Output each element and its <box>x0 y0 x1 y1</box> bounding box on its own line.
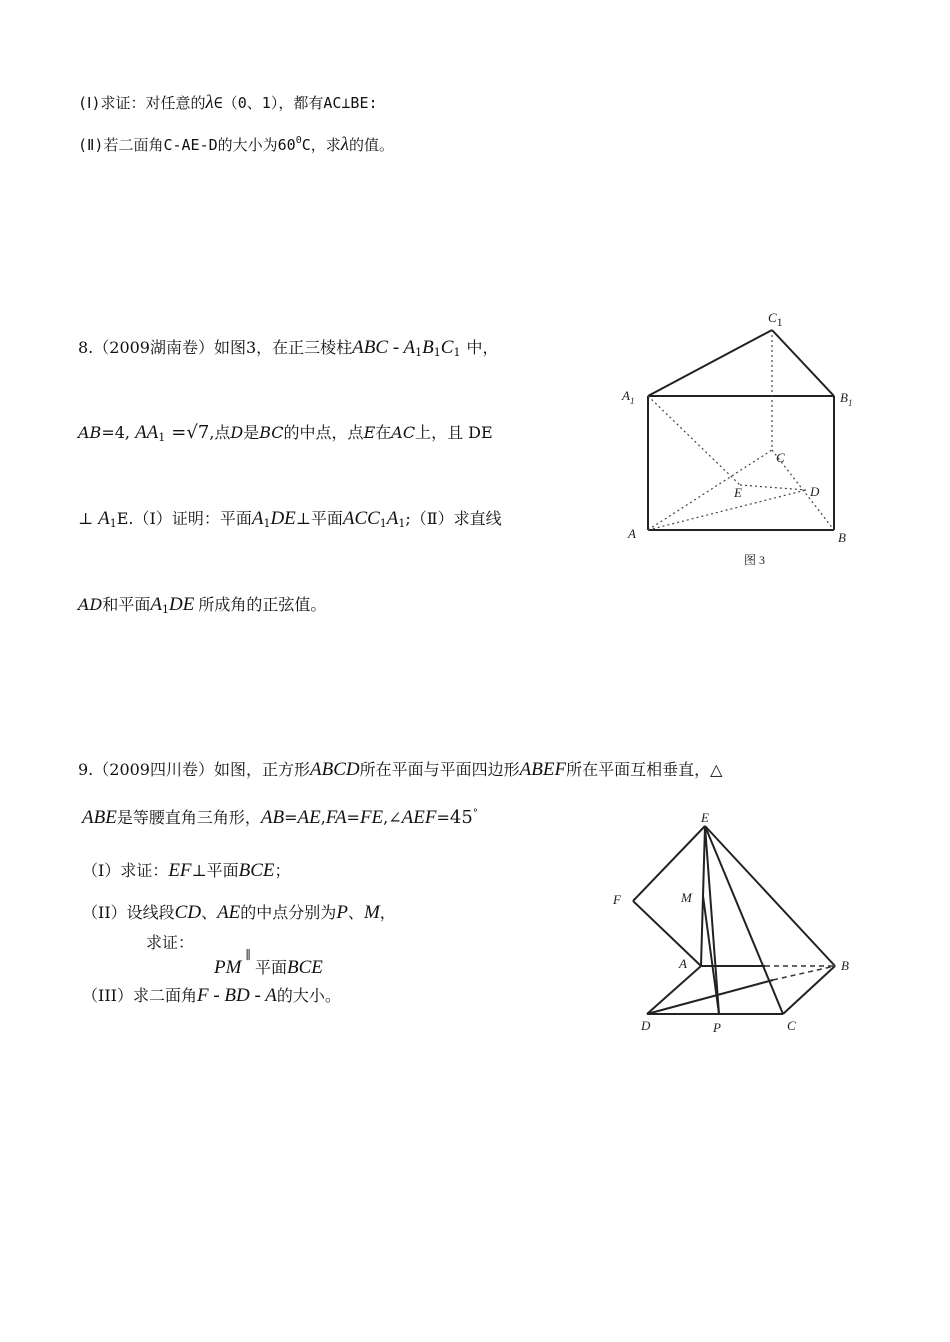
q9-p2b-d: 平面 <box>254 958 287 977</box>
figure-caption: 图 3 <box>744 553 766 567</box>
q8-line4 <box>78 594 326 621</box>
q9-p1-a: （I）求证： <box>82 861 169 880</box>
q9-p2-f: P <box>336 902 348 923</box>
q9-p3-f: A <box>265 985 277 1006</box>
label-c: C <box>776 450 785 465</box>
q9-l2-b: 是等腰直角三角形， <box>116 808 261 827</box>
label-c1: C1 <box>768 310 783 329</box>
q9-l2-i: FE <box>359 807 384 828</box>
label-c: C <box>787 1018 796 1033</box>
q9-p3-g: 的大小。 <box>276 986 341 1005</box>
q9-l1-e: 所在平面互相垂直，△ <box>566 760 723 779</box>
degree-superscript: 0 <box>295 135 302 146</box>
q9-p2b-b: PM <box>214 957 242 978</box>
q8-l2-i: 的中点，点 <box>283 423 364 442</box>
q8-line2 <box>78 422 493 449</box>
q9-l2-k: AEF <box>401 807 437 828</box>
label-p: P <box>713 1020 721 1035</box>
q7-part2-text-b: C，求 <box>301 136 341 154</box>
q9-l1-c: 所在平面与平面四边形 <box>359 760 520 779</box>
q8-l2-d: =√7 <box>171 422 210 443</box>
label-a1: $A_1$ <box>622 388 635 406</box>
q8-l1-e1: 1 <box>433 346 441 359</box>
q9-p3-d: BD <box>224 985 250 1006</box>
q8-l3-a: ⊥ <box>78 509 94 528</box>
q8-l2-c1: 1 <box>158 431 166 444</box>
q8-l3-d1: 1 <box>263 517 271 530</box>
q8-line3 <box>78 508 502 535</box>
q9-l2-h: = <box>346 808 360 827</box>
q8-l1-e: B <box>422 337 434 358</box>
label-d: D <box>641 1018 651 1033</box>
q9-part3 <box>82 985 341 1007</box>
q8-l2-m: 上，且 DE <box>415 423 493 442</box>
edge-eb <box>705 826 835 966</box>
label-e: E <box>734 485 742 500</box>
q9-part1 <box>82 860 291 882</box>
q9-l2-a: ABE <box>82 807 117 828</box>
q7-part1 <box>78 92 378 114</box>
q7-part2-text-a: (Ⅱ)若二面角C-AE-D的大小为60 <box>78 136 296 154</box>
q9-l1-d: ABEF <box>519 759 567 780</box>
segment-ad-hidden <box>648 490 806 530</box>
q9-l2-n: ° <box>472 808 478 819</box>
edge-ac-hidden <box>648 450 772 530</box>
q8-l1-g: 中， <box>466 338 499 357</box>
q9-line2 <box>82 803 478 829</box>
q8-l4-d: DE <box>169 594 195 615</box>
q9-p2-i: ， <box>379 903 396 922</box>
q8-l1-a: 8.（2009湖南卷）如图3，在正三棱柱 <box>78 338 353 357</box>
edge-cb <box>783 966 835 1014</box>
label-b1: $B_1$ <box>840 390 853 408</box>
label-a: A <box>628 526 636 541</box>
q8-l1-b: ABC <box>352 337 389 358</box>
edge-a1c1 <box>648 330 772 396</box>
q8-line1 <box>78 337 498 364</box>
q8-l3-g1: 1 <box>379 517 387 530</box>
q9-l2-c: AB <box>260 807 285 828</box>
q9-p1-d: BCE <box>238 860 275 881</box>
segment-ed-hidden <box>740 485 806 490</box>
edge-fa <box>633 901 701 966</box>
q8-l3-c: E.（Ⅰ）证明：平面 <box>116 509 252 528</box>
q9-part2-proof-label: 求证： <box>146 933 195 952</box>
q9-p2-e: 的中点分别为 <box>240 903 337 922</box>
q9-p2-c: 、 <box>201 903 218 922</box>
q9-p3-e: - <box>249 985 266 1006</box>
q8-l2-f: D <box>230 423 244 442</box>
q8-l2-g: 是 <box>243 423 260 442</box>
q7-part1-text-b: ∈（0、1），都有AC⊥BE: <box>213 94 378 112</box>
q8-l2-c: AA <box>135 422 159 443</box>
q8-l4-c: A <box>150 594 163 615</box>
q9-l1-a: 9.（2009四川卷）如图，正方形 <box>78 760 310 779</box>
q9-p1-e: ； <box>274 861 291 880</box>
edge-c1b1 <box>772 330 834 396</box>
q8-l4-a: AD <box>78 595 103 614</box>
q9-p3-b: F <box>196 985 209 1006</box>
q9-l2-d: = <box>284 808 298 827</box>
label-b: B <box>841 958 849 973</box>
label-e: E <box>701 810 709 825</box>
q9-l2-l: = <box>436 808 450 827</box>
q9-l2-e: AE <box>297 807 321 828</box>
pyramid-figure <box>605 808 875 1043</box>
q8-l1-d: A <box>403 337 416 358</box>
q9-p2-h: M <box>363 902 380 923</box>
q8-l2-e: ,点 <box>209 423 231 442</box>
q8-l2-k: 在 <box>375 423 392 442</box>
segment-db-hidden <box>773 966 835 980</box>
q8-l3-g: ACC <box>342 508 380 529</box>
edge-ef <box>633 826 705 901</box>
label-f: F <box>613 892 621 907</box>
q9-p2-b: CD <box>174 902 202 923</box>
q9-l1-b: ABCD <box>310 759 360 780</box>
q8-l4-e: 所成角的正弦值。 <box>198 595 327 614</box>
q8-l3-b1: 1 <box>109 517 117 530</box>
q9-p2-a: （II）设线段 <box>82 903 175 922</box>
q9-p2-d: AE <box>217 902 241 923</box>
q7-part1-text-a: (Ⅰ)求证：对任意的 <box>78 94 206 112</box>
q8-l1-c: - <box>388 337 404 358</box>
q9-l2-f: , <box>320 808 326 827</box>
q9-p3-a: （III）求二面角 <box>82 986 197 1005</box>
q9-p2-g: 、 <box>347 903 364 922</box>
q9-p1-c: ⊥平面 <box>191 861 239 880</box>
q9-p2b-e: BCE <box>287 957 323 978</box>
q8-l3-f: ⊥平面 <box>295 509 343 528</box>
lambda-symbol-2: λ <box>340 134 349 155</box>
q8-l2-l: AC <box>391 423 416 442</box>
q9-p1-b: EF <box>168 860 192 881</box>
q8-l3-i: ;（Ⅱ）求直线 <box>405 509 502 528</box>
q8-l1-d1: 1 <box>415 346 423 359</box>
label-d: D <box>810 484 820 499</box>
label-a: A <box>679 956 687 971</box>
q9-part2-proof <box>214 944 323 979</box>
q8-l1-f1: 1 <box>453 346 461 359</box>
q9-line1 <box>78 759 722 781</box>
q9-part2 <box>82 902 396 924</box>
q8-l3-d: A <box>251 508 264 529</box>
label-b: B <box>838 530 846 545</box>
q9-p3-c: - <box>208 985 225 1006</box>
q8-l2-h: BC <box>259 423 284 442</box>
q7-part2 <box>78 130 394 156</box>
q9-l2-g: FA <box>325 807 347 828</box>
q8-l2-j: E <box>363 423 376 442</box>
q9-l2-j: ,∠ <box>383 808 402 827</box>
q9-p2b-c: ∥ <box>245 948 251 962</box>
q7-part2-text-c: 的值。 <box>349 136 395 154</box>
q8-l2-b: =4, <box>101 423 130 442</box>
q8-l2-a: AB <box>78 423 102 442</box>
q8-l4-c1: 1 <box>162 603 170 616</box>
q9-l2-m: 45 <box>449 807 473 828</box>
q8-l3-h1: 1 <box>398 517 406 530</box>
label-m: M <box>681 890 692 905</box>
q8-l3-e: DE <box>270 508 296 529</box>
lambda-symbol: λ <box>205 92 214 113</box>
prism-figure <box>610 300 880 580</box>
q8-l4-b: 和平面 <box>102 595 151 614</box>
segment-a1e-hidden <box>648 396 740 485</box>
q8-l3-h: A <box>386 508 399 529</box>
q8-l3-b: A <box>98 508 110 529</box>
q8-l1-f: C <box>440 337 454 358</box>
